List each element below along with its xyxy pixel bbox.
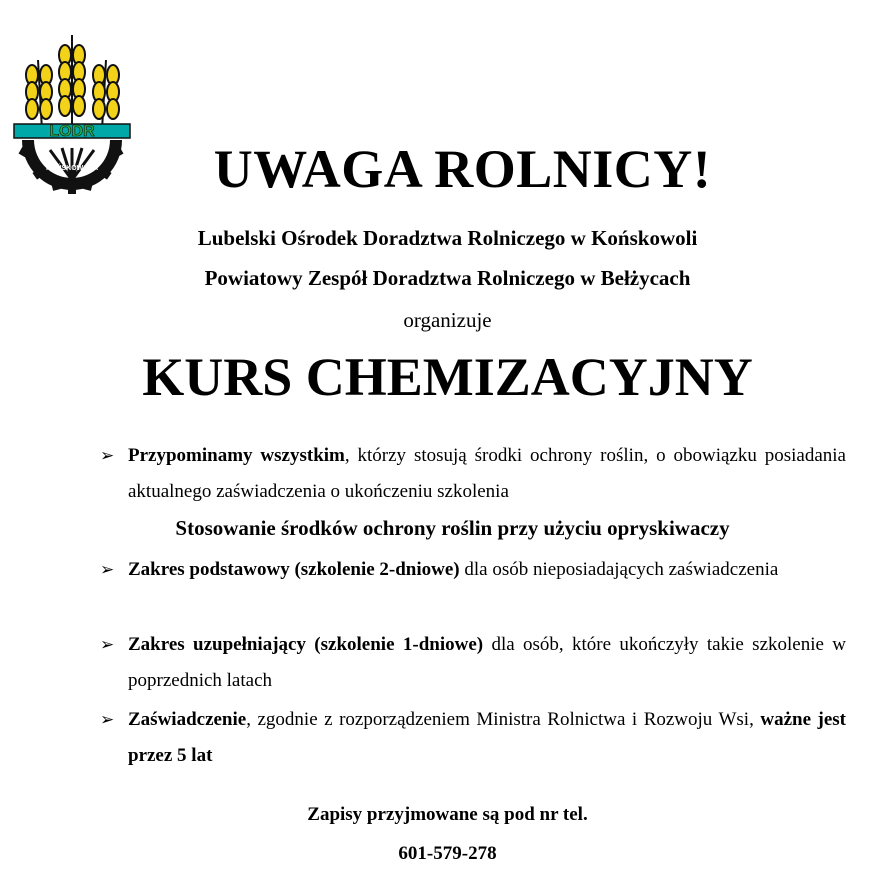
item-text: dla osób, które ukończyły takie szkolenie w poprzednich latach — [128, 634, 847, 691]
course-title: KURS CHEMIZACYJNY — [142, 347, 753, 407]
item-text: dla osób nieposiadających zaświadczenia — [459, 559, 779, 580]
arrow-bullet-icon: ➢ — [100, 635, 115, 654]
logo-text: LODR — [49, 123, 95, 140]
item-bold-end: ważne jest przez 5 lat — [128, 709, 846, 766]
item-bold: Zaświadczenie — [128, 709, 247, 730]
contact-phone: 601-579-278 — [398, 843, 497, 864]
list-item — [100, 438, 846, 510]
item-bold: Przypominamy wszystkim — [128, 445, 345, 466]
list-item — [100, 552, 846, 588]
organizes-text: organizuje — [403, 308, 492, 332]
organizer-line-1: Lubelski Ośrodek Doradztwa Rolniczego w Końskowoli — [197, 226, 698, 250]
item-text: , zgodnie z rozporządzeniem Ministra Rolnictwa i Rozwoju Wsi, — [246, 709, 761, 730]
list-item — [100, 627, 846, 699]
contact-label: Zapisy przyjmowane są pod nr tel. — [307, 804, 588, 825]
arrow-bullet-icon: ➢ — [100, 710, 115, 729]
page-title: UWAGA ROLNICY! — [213, 139, 712, 199]
logo-subtext: KOŃSKOWOLA — [45, 165, 99, 172]
item-text: , którzy stosują środki ochrony roślin, o obowiązku posiadania aktualnego zaświadczenia o ukończeniu szkolenia — [128, 445, 846, 502]
item-bold: Zakres podstawowy (szkolenie 2-dniowe) — [128, 559, 460, 580]
arrow-bullet-icon: ➢ — [100, 560, 115, 579]
organizer-line-2: Powiatowy Zespół Doradztwa Rolniczego w Bełżycach — [204, 266, 691, 290]
item-bold: Zakres uzupełniający (szkolenie 1-dniowe) — [128, 634, 484, 655]
list-item — [100, 702, 846, 774]
arrow-bullet-icon: ➢ — [100, 446, 115, 465]
subheading: Stosowanie środków ochrony roślin przy użyciu opryskiwaczy — [175, 516, 730, 540]
